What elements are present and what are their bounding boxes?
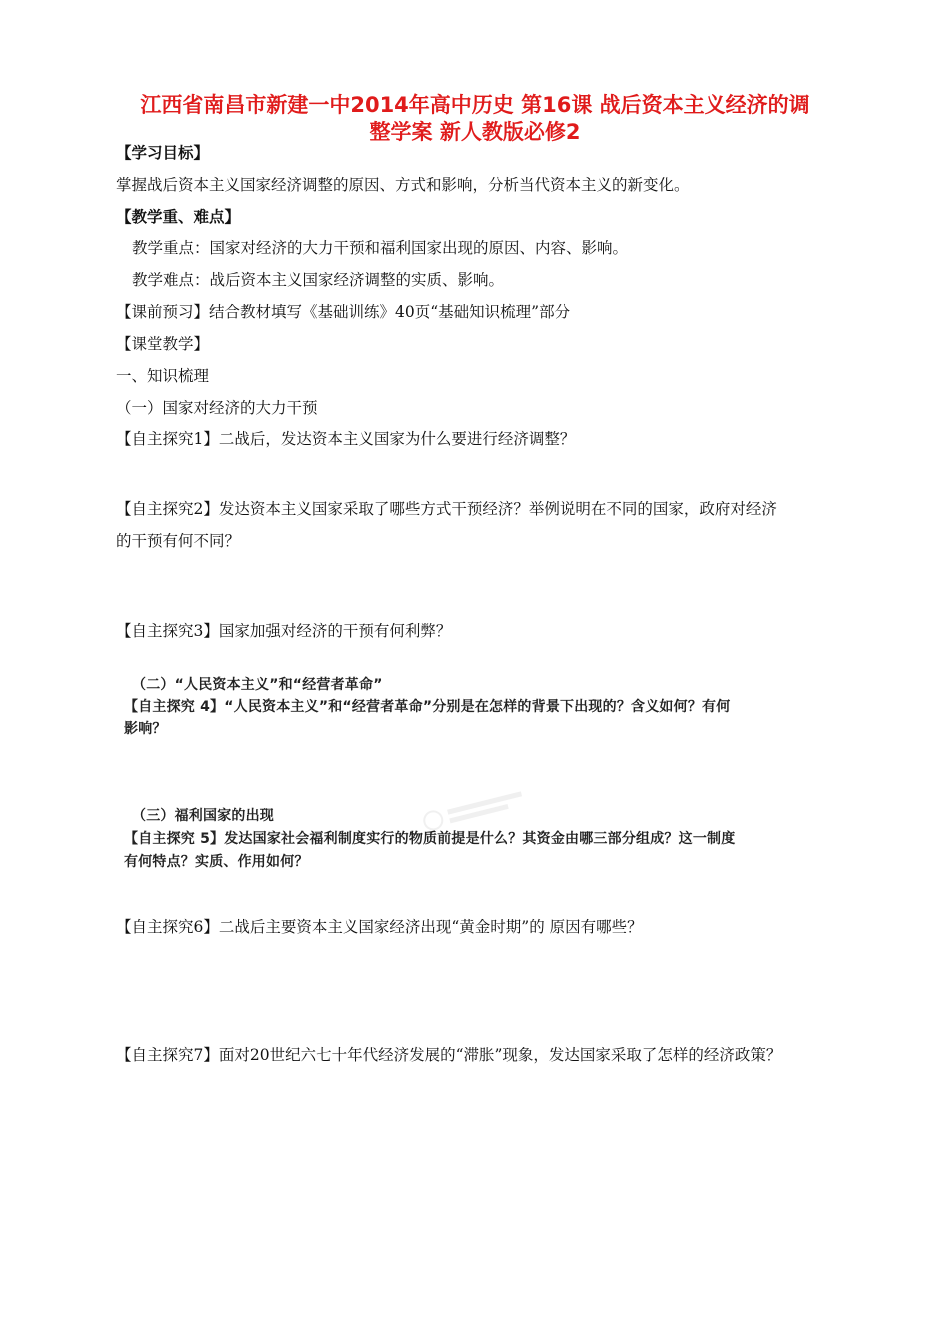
classroom-heading: 【课堂教学】	[116, 335, 210, 353]
subsection-three-heading: （三）福利国家的出现	[132, 808, 274, 824]
question-7: 【自主探究7】面对20世纪六七十年代经济发展的“滞胀”现象，发达国家采取了怎样的经济政策？	[116, 1046, 782, 1064]
title-line-1: 江西省南昌市新建一中2014年高中历史 第16课 战后资本主义经济的调	[140, 93, 810, 117]
key-points-heading: 【教学重、难点】	[116, 207, 241, 226]
preview-instruction: 【课前预习】结合教材填写《基础训练》40页“基础知识梳理”部分	[116, 303, 571, 321]
document-title	[110, 92, 840, 146]
objectives-text: 掌握战后资本主义国家经济调整的原因、方式和影响，分析当代资本主义的新变化。	[116, 176, 690, 194]
question-4-line-2: 影响？	[124, 721, 167, 737]
difficult-point-text: 教学难点：战后资本主义国家经济调整的实质、影响。	[132, 271, 505, 289]
part-one-heading: 一、知识梳理	[116, 367, 210, 385]
question-6: 【自主探究6】二战后主要资本主义国家经济出现“黄金时期”的 原因有哪些？	[116, 918, 643, 936]
title-line-2: 整学案 新人教版必修2	[369, 120, 581, 144]
question-5-line-2: 有何特点？实质、作用如何？	[124, 854, 309, 870]
objectives-heading: 【学习目标】	[116, 143, 210, 162]
question-5-line-1: 【自主探究 5】发达国家社会福利制度实行的物质前提是什么？其资金由哪三部分组成？这一制度	[124, 831, 736, 847]
subsection-one-heading: （一）国家对经济的大力干预	[116, 399, 318, 417]
question-2-line-1: 【自主探究2】发达资本主义国家采取了哪些方式干预经济？举例说明在不同的国家，政府对经济	[116, 500, 777, 518]
key-point-text: 教学重点：国家对经济的大力干预和福利国家出现的原因、内容、影响。	[132, 239, 629, 257]
question-3: 【自主探究3】国家加强对经济的干预有何利弊？	[116, 622, 452, 640]
question-4-line-1: 【自主探究 4】“人民资本主义”和“经营者革命”分别是在怎样的背景下出现的？含义如何？有何	[124, 699, 731, 715]
subsection-two-heading: （二）“人民资本主义”和“经营者革命”	[132, 677, 383, 693]
question-2-line-2: 的干预有何不同？	[116, 532, 241, 550]
question-1: 【自主探究1】二战后，发达资本主义国家为什么要进行经济调整？	[116, 430, 576, 448]
